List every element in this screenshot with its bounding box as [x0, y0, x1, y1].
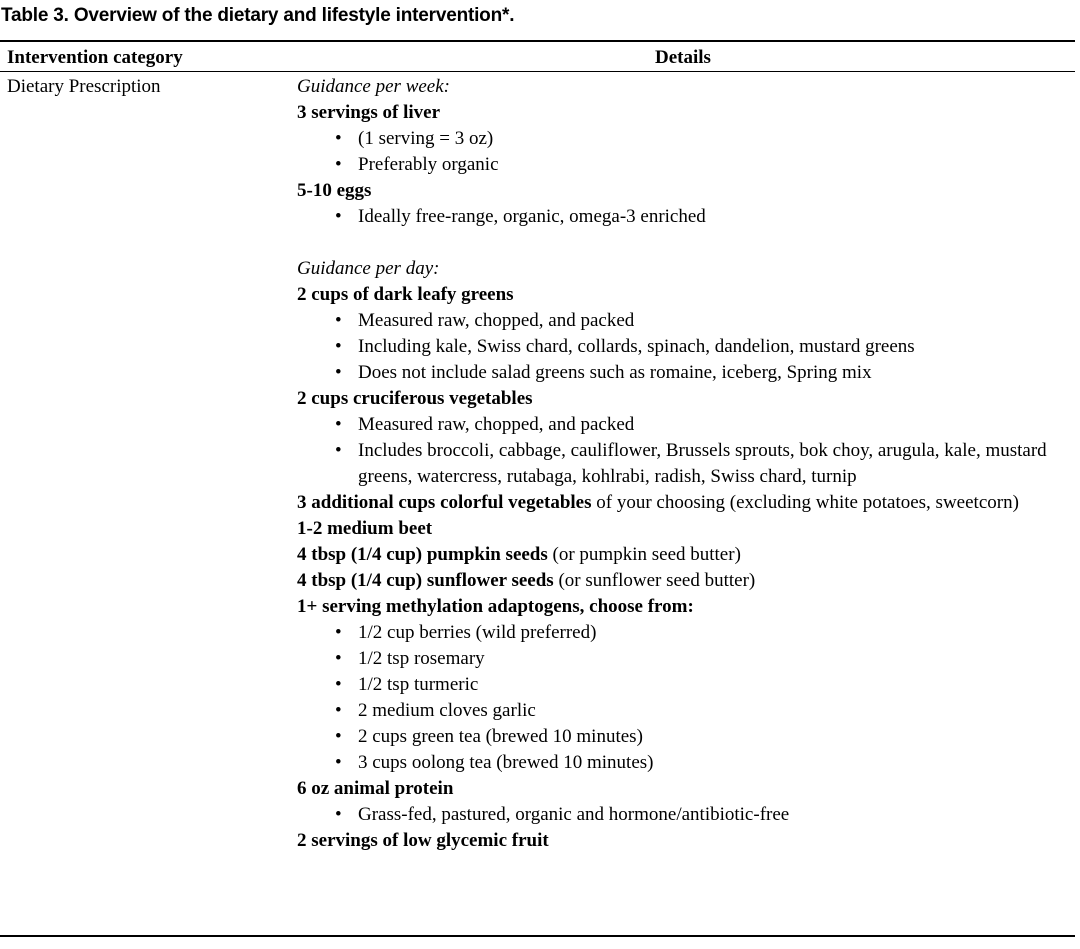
table-top-rule — [0, 40, 1075, 42]
list-item: • Does not include salad greens such as romaine, iceberg, Spring mix — [297, 360, 1072, 386]
column-header-details: Details — [655, 47, 711, 68]
column-header-category: Intervention category — [7, 47, 183, 68]
list-item: • 1/2 cup berries (wild preferred) — [297, 620, 1072, 646]
weekly-guidance-heading: Guidance per week: — [297, 76, 450, 97]
bullet-icon: • — [335, 622, 342, 643]
list-item: • 2 medium cloves garlic — [297, 698, 1072, 724]
item-animal-protein: 6 oz animal protein — [297, 778, 454, 799]
list-item: • Measured raw, chopped, and packed — [297, 412, 1072, 438]
section-spacer — [297, 230, 1072, 256]
table-caption: Table 3. Overview of the dietary and lifestyle intervention*. — [1, 5, 515, 26]
item-eggs: 5-10 eggs — [297, 180, 372, 201]
item-low-glycemic-fruit: 2 servings of low glycemic fruit — [297, 830, 549, 851]
list-item: • Including kale, Swiss chard, collards, spinach, dandelion, mustard greens — [297, 334, 1072, 360]
bullet-icon: • — [335, 752, 342, 773]
bullet-icon: • — [335, 804, 342, 825]
table-bottom-rule — [0, 935, 1075, 937]
item-methylation-adaptogens: 1+ serving methylation adaptogens, choose from: — [297, 596, 694, 617]
bullet-icon: • — [335, 648, 342, 669]
header-divider-rule — [0, 71, 1075, 72]
list-item: • Preferably organic — [297, 152, 1072, 178]
list-item: • 1/2 tsp rosemary — [297, 646, 1072, 672]
list-item: • (1 serving = 3 oz) — [297, 126, 1072, 152]
list-item: • Measured raw, chopped, and packed — [297, 308, 1072, 334]
item-sunflower-seeds: 4 tbsp (1/4 cup) sunflower seeds (or sunflower seed butter) — [297, 570, 756, 591]
bullet-icon: • — [335, 726, 342, 747]
list-item: • Includes broccoli, cabbage, cauliflower, Brussels sprouts, bok choy, arugula, kale, mustard greens, watercress, rutabaga, kohlrabi, radish, Swiss chard, turnip — [335, 440, 1047, 487]
list-item: • Grass-fed, pastured, organic and hormone/antibiotic-free — [297, 802, 1072, 828]
item-colorful-vegetables: 3 additional cups colorful vegetables of your choosing (excluding white potatoes, sweetcorn) — [297, 492, 1019, 513]
bullet-icon: • — [335, 440, 342, 461]
item-pumpkin-seeds: 4 tbsp (1/4 cup) pumpkin seeds (or pumpkin seed butter) — [297, 544, 741, 565]
bullet-icon: • — [335, 206, 342, 227]
bullet-icon: • — [335, 128, 342, 149]
list-item: • 1/2 tsp turmeric — [297, 672, 1072, 698]
row-category-cell: Dietary Prescription — [7, 76, 161, 97]
item-leafy-greens: 2 cups of dark leafy greens — [297, 284, 514, 305]
item-beet: 1-2 medium beet — [297, 518, 433, 539]
item-cruciferous: 2 cups cruciferous vegetables — [297, 388, 533, 409]
list-item: • Ideally free-range, organic, omega-3 enriched — [297, 204, 1072, 230]
bullet-icon: • — [335, 336, 342, 357]
bullet-icon: • — [335, 414, 342, 435]
bullet-icon: • — [335, 362, 342, 383]
daily-guidance-heading: Guidance per day: — [297, 258, 440, 279]
bullet-icon: • — [335, 674, 342, 695]
bullet-icon: • — [335, 310, 342, 331]
bullet-icon: • — [335, 700, 342, 721]
item-liver: 3 servings of liver — [297, 102, 441, 123]
list-item: • 3 cups oolong tea (brewed 10 minutes) — [297, 750, 1072, 776]
list-item: • 2 cups green tea (brewed 10 minutes) — [297, 724, 1072, 750]
bullet-icon: • — [335, 154, 342, 175]
details-cell — [297, 74, 1072, 854]
